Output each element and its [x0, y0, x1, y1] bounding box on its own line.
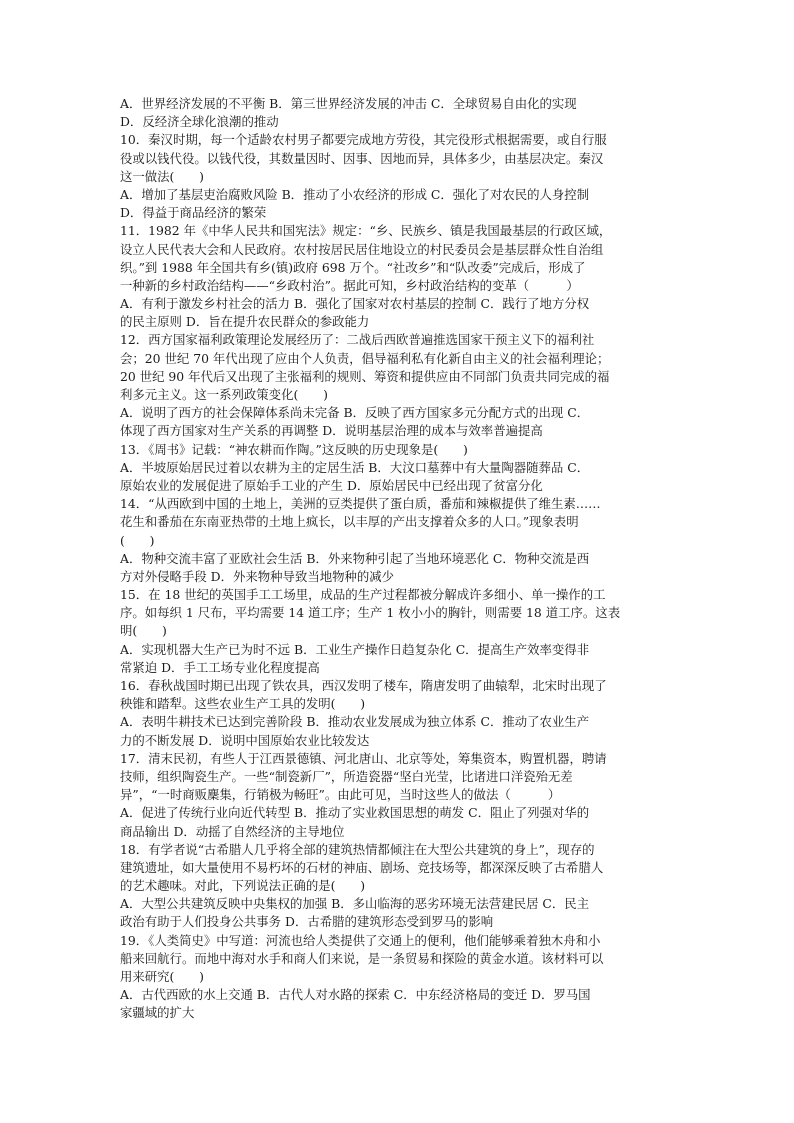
text-line: 的艺术趣味。对此，下列说法正确的是( ) — [120, 878, 366, 894]
text-line: 18．有学者说“古希腊人几乎将全部的建筑热情都倾注在大型公共建筑的身上”，现存的 — [120, 841, 595, 857]
text-line: 14．“从西欧到中国的土地上，美洲的豆类提供了蛋白质，番茄和辣椒提供了维生素…… — [120, 496, 601, 512]
text-line: 20 世纪 90 年代后又出现了主张福利的规则、筹资和提供应由不同部门负责共同完成的福 — [120, 368, 610, 384]
text-line: 役或以钱代役。以钱代役，其数量因时、因事、因地而异，具体多少，由基层决定。秦汉 — [120, 150, 604, 166]
text-line: D．反经济全球化浪潮的推动 — [120, 114, 279, 130]
text-line: D．得益于商品经济的繁荣 — [120, 205, 267, 221]
text-line — [120, 1023, 680, 1041]
text-line: 原始农业的发展促进了原始手工业的产生 D．原始居民中已经出现了贫富分化 — [120, 477, 543, 493]
text-line: A．世界经济发展的不平衡 B．第三世界经济发展的冲击 C．全球贸易自由化的实现 — [120, 96, 577, 111]
text-line: 方对外侵略手段 D．外来物种导致当地物种的减少 — [120, 568, 395, 584]
text-line: 的民主原则 D．旨在提升农民群众的参政能力 — [120, 314, 370, 330]
text-line: 政治有助于人们投身公共事务 D．古希腊的建筑形态受到罗马的影响 — [120, 914, 494, 930]
text-line: 设立人民代表大会和人民政府。农村按居民居住地设立的村民委员会是基层群众性自治组 — [120, 241, 604, 257]
text-line: 13．《周书》记载：“神农耕而作陶。”这反映的历史现象是( ) — [120, 441, 468, 457]
text-line: 明( ) — [120, 623, 167, 639]
text-line: A．古代西欧的水上交通 B．古代人对水路的探索 C．中东经济格局的变迁 D．罗马国 — [120, 987, 591, 1003]
text-line: 16．春秋战国时期已出现了铁农具，西汉发明了楼车，隋唐发明了曲辕犁，北宋时出现了 — [120, 678, 607, 693]
text-line: 力的不断发展 D．说明中国原始农业比较发达 — [120, 732, 370, 748]
text-line: 这一做法( ) — [120, 168, 205, 184]
text-line: 建筑遗址，如大量使用不易朽坏的石材的神庙、剧场、竞技场等，都深深反映了古希腊人 — [120, 859, 604, 875]
text-line: 秧锥和踏犁。这些农业生产工具的发明( ) — [120, 696, 366, 712]
document-page — [120, 95, 680, 1041]
text-line: A．说明了西方的社会保障体系尚未完备 B．反映了西方国家多元分配方式的出现 C． — [120, 405, 590, 421]
text-line: 一种新的乡村政治结构——“乡政村治”。据此可知，乡村政治结构的变革（ ） — [120, 277, 579, 293]
text-line: A．促进了传统行业向近代转型 B．推动了实业救国思想的萌发 C．阻止了列强对华的 — [120, 805, 590, 821]
text-line: 常紧迫 D．手工工场专业化程度提高 — [120, 659, 320, 675]
text-line: 利多元主义。这一系列政策变化( ) — [120, 387, 328, 402]
text-line: 12．西方国家福利政策理论发展经历了：二战后西欧普遍推选国家干预主义下的福利社 — [120, 332, 595, 348]
text-line: 商品输出 D．动摇了自然经济的主导地位 — [120, 823, 345, 839]
text-line: A．大型公共建筑反映中央集权的加强 B．多山临海的恶劣环境无法营建民居 C．民主 — [120, 896, 590, 912]
text-line: A．物种交流丰富了亚欧社会生活 B．外来物种引起了当地环境恶化 C．物种交流是西 — [120, 550, 590, 566]
text-line: 异”，“一时商贩麇集，行销极为畅旺”。由此可见，当时这些人的做法（ ） — [120, 787, 561, 803]
text-line: 用来研究( ) — [120, 969, 205, 984]
text-line: 序。如每织 1 尺布，平均需要 14 道工序；生产 1 枚小小的胸针，则需要 18 道工序。这表 — [120, 605, 621, 621]
text-line: A．半坡原始居民过着以农耕为主的定居生活 B．大汶口墓葬中有大量陶器随葬品 C． — [120, 459, 590, 475]
text-line: 会；20 世纪 70 年代出现了应由个人负责，倡导福利私有化新自由主义的社会福利理论； — [120, 350, 610, 366]
text-line: 10．秦汉时期，每一个适龄农村男子都要完成地方劳役，其完役形式根据需要，或自行服 — [120, 132, 607, 148]
text-line: 体现了西方国家对生产关系的再调整 D．说明基层治理的成本与效率普遍提高 — [120, 423, 543, 439]
text-line: ( ) — [120, 532, 155, 548]
text-line: 11．1982 年《中华人民共和国宪法》规定：“乡、民族乡、镇是我国最基层的行政区域， — [120, 223, 612, 239]
text-line: 17．清末民初，有些人于江西景德镇、河北唐山、北京等处，筹集资本，购置机器，聘请 — [120, 750, 607, 766]
text-line: 花生和番茄在东南亚热带的土地上疯长，以丰厚的产出支撑着众多的人口。”现象表明 — [120, 514, 579, 530]
text-line: A．实现机器大生产已为时不远 B．工业生产操作日趋复杂化 C．提高生产效率变得非 — [120, 641, 590, 657]
text-line: A．表明牛耕技术已达到完善阶段 B．推动农业发展成为独立体系 C．推动了农业生产 — [120, 714, 590, 730]
text-line: A．有利于激发乡村社会的活力 B．强化了国家对农村基层的控制 C．践行了地方分权 — [120, 296, 590, 312]
text-line: 15．在 18 世纪的英国手工工场里，成品的生产过程都被分解成许多细小、单一操作的工 — [120, 587, 606, 603]
text-line: 织。”到 1988 年全国共有乡(镇)政府 698 万个。“社改乡”和“队改委”完成后，形成了 — [120, 259, 586, 275]
text-line: 19．《人类简史》中写道：河流也给人类提供了交通上的便利，他们能够乘着独木舟和小 — [120, 932, 601, 948]
text-line: 家疆域的扩大 — [120, 1005, 195, 1021]
text-line: 技师，组织陶瓷生产。一些“制瓷新厂”，所造瓷器“坚白光莹，比诸进口洋瓷殆无差 — [120, 768, 573, 784]
text-line: 船来回航行。而地中海对水手和商人们来说，是一条贸易和探险的黄金水道。该材料可以 — [120, 950, 604, 966]
text-line: A．增加了基层吏治腐败风险 B．推动了小农经济的形成 C．强化了对农民的人身控制 — [120, 186, 590, 202]
